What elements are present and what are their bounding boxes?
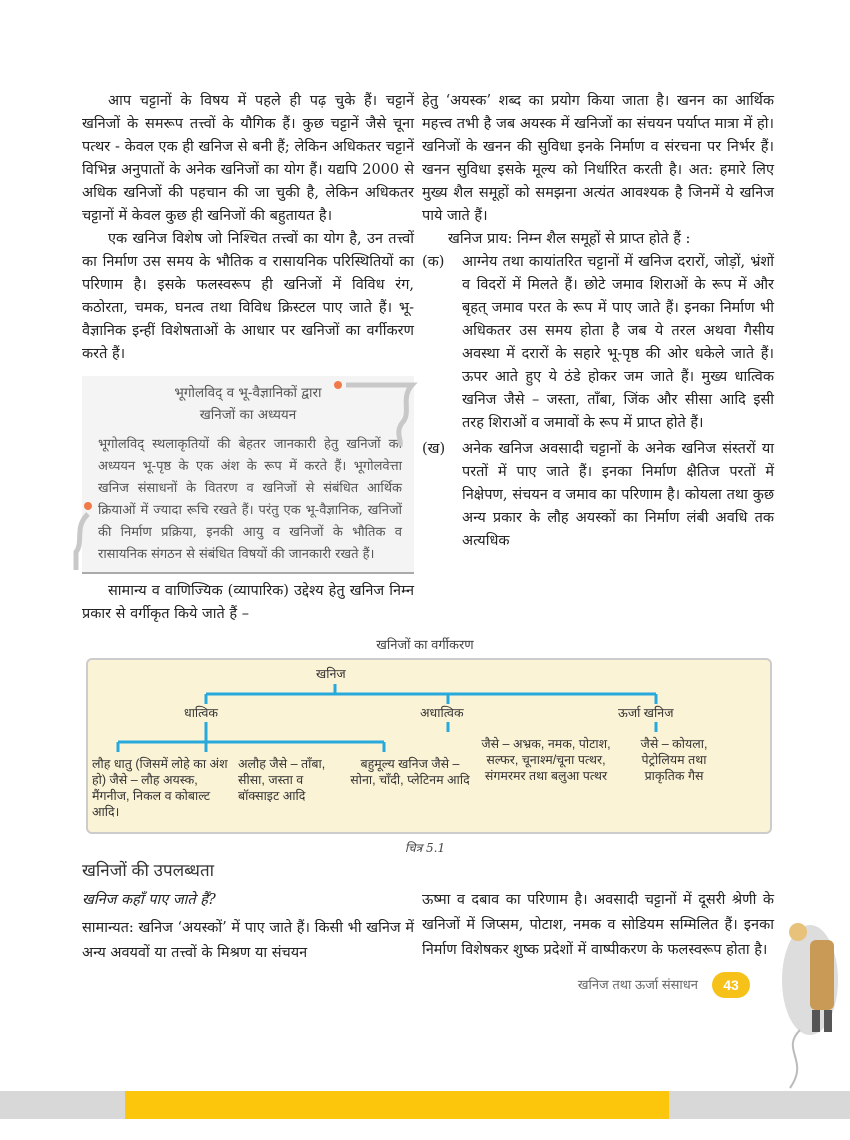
title-line: खनिजों का अध्ययन (199, 407, 297, 423)
decor-scroll-icon (70, 512, 90, 572)
section-subheading: खनिज कहाँ पाए जाते हैं? (82, 892, 216, 908)
item-label: (क) (422, 254, 445, 270)
item-text: अनेक खनिज अवसादी चट्टानों के अनेक खनिज संस्तरों या परतों में पाए जाते हैं। इनका निर्माण क्षैतिज परतों में निक्षेपण, संचयन व जमाव का परिणाम है। कोयला तथा कुछ अन्य प्रकार के लौह अयस्कों का निर्माण लंबी अवधि तक अत्यधिक (462, 441, 774, 549)
bottom-accent-bar (125, 1091, 669, 1119)
chapter-footer: खनिज तथा ऊर्जा संसाधन (577, 977, 698, 992)
paragraph: ऊष्मा व दबाव का परिणाम है। अवसादी चट्टानों में दूसरी श्रेणी के खनिजों में जिप्सम, पोटाश, नमक व सोडियम सम्मिलित हैं। इनका निर्माण विशेषकर शुष्क प्रदेशों में वाष्पीकरण के फलस्वरूप होता है। (422, 892, 774, 958)
paragraph: एक खनिज विशेष जो निश्चित तत्त्वों का योग है, उन तत्त्वों का निर्माण उस समय के भौतिक व रासायनिक परिस्थितियों का परिणाम है। इसके फलस्वरूप ही खनिजों में विविध रंग, कठोरता, चमक, घनत्व तथा विविध क्रिस्टल पाए जाते हैं। भू-वैज्ञानिक इन्हीं विशेषताओं के आधार पर खनिजों का वर्गीकरण करते हैं। (82, 231, 414, 362)
node-ferrous: लौह धातु (जिसमें लोहे का अंश हो) जैसे – लौह अयस्क, मैंगनीज, निकल व कोबाल्ट आदि। (92, 757, 228, 819)
node-minerals: खनिज (316, 667, 346, 681)
classification-diagram (86, 658, 772, 834)
paragraph: हेतु ‘अयस्क’ शब्द का प्रयोग किया जाता है। खनन का आर्थिक महत्त्व तभी है जब अयस्क में खनिजों का संचयन पर्याप्त मात्रा में हो। खनिजों के खनन की सुविधा इनके निर्माण व संरचना पर निर्भर हैं। खनन सुविधा इसके मूल्य को निर्धारित करती है। अत: हमारे लिए मुख्य शैल समूहों को समझना अत्यंत आवश्यक है जिनमें ये खनिज पाये जाते हैं। (422, 93, 774, 224)
node-energy-examples: जैसे – कोयला, पेट्रोलियम तथा प्राकृतिक गैस (640, 737, 708, 783)
paragraph: सामान्यत: खनिज ‘अयस्कों’ में पाए जाते हैं। किसी भी खनिज में अन्य अवयवों या तत्त्वों के मिश्रण या संचयन (82, 920, 414, 961)
info-box-body: भूगोलविद् स्थलाकृतियों की बेहतर जानकारी हेतु खनिजों का अध्ययन भू-पृष्ठ के एक अंश के रूप में करते हैं। भूगोलवेत्ता खनिज संसाधनों के वितरण व खनिजों से संबंधित आर्थिक क्रियाओं में ज्यादा रूचि रखते हैं। परंतु एक भू-वैज्ञानिक, खनिजों की निर्माण प्रक्रिया, इनकी आयु व खनिजों के भौतिक व रासायनिक संगठन से संबंधित विषयों की जानकारी रखते हैं। (98, 437, 402, 562)
figure-caption: चित्र 5.1 (404, 841, 446, 855)
decor-dot-icon (84, 502, 92, 510)
two-column-body (0, 90, 850, 626)
diagram-title: खनिजों का वर्गीकरण (376, 637, 474, 652)
lower-right-column (422, 858, 774, 966)
list-item (422, 438, 774, 553)
item-label: (ख) (422, 441, 446, 457)
node-nonferrous: अलौह जैसे – ताँबा, सीसा, जस्ता व बॉक्साइट आदि (238, 757, 326, 803)
footer-row (0, 972, 850, 998)
page-number: 43 (712, 972, 750, 998)
lower-left-column (82, 858, 414, 966)
node-precious: बहुमूल्य खनिज जैसे – सोना, चाँदी, प्लेटिनम आदि (350, 757, 470, 787)
title-line: भूगोलविद् व भू-वैज्ञानिकों द्वारा (174, 385, 322, 401)
item-text: आग्नेय तथा कायांतरित चट्टानों में खनिज दरारों, जोड़ों, भ्रंशों व विदरों में मिलते हैं। छोटे जमाव शिराओं के रूप में और बृहत् जमाव परत के रूप में पाए जाते हैं। इनका निर्माण भी अधिकतर उस समय होता है जब ये तरल अथवा गैसीय अवस्था में दरारों के सहारे भू-पृष्ठ की ओर धकेले जाते हैं। ऊपर आते हुए ये ठंडे होकर जम जाते हैं। मुख्य धात्विक खनिज जैसे – जस्ता, ताँबा, जिंक और सीसा आदि इसी तरह शिराओं व जमावों के रूप में प्राप्त होते हैं। (462, 254, 774, 431)
lower-section (0, 858, 850, 966)
info-box-wrapper (82, 376, 414, 574)
miner-illustration-icon (760, 910, 850, 1090)
section-heading: खनिजों की उपलब्धता (82, 861, 215, 880)
paragraph: सामान्य व वाणिज्यिक (व्यापारिक) उद्देश्य हेतु खनिज निम्न प्रकार से वर्गीकृत किये जाते हैं – (82, 583, 414, 622)
node-energy: ऊर्जा खनिज (618, 706, 674, 720)
paragraph: खनिज प्राय: निम्न शैल समूहों से प्राप्त होते हैं : (448, 231, 691, 247)
left-column (82, 90, 414, 626)
node-nonmetallic: अधात्विक (420, 706, 464, 720)
list-item (422, 251, 774, 435)
paragraph: आप चट्टानों के विषय में पहले ही पढ़ चुके हैं। चट्टानें खनिजों के समरूप तत्त्वों के यौगिक हैं। कुछ चट्टानें जैसे चूना पत्थर - केवल एक ही खनिज से बनी हैं; लेकिन अधिकतर चट्टानें विभिन्न अनुपातों के अनेक खनिजों का योग हैं। यद्यपि 2000 से अधिक खनिजों की पहचान की जा चुकी है, लेकिन अधिकतर चट्टानों में केवल कुछ ही खनिजों की बहुतायत है। (82, 93, 414, 224)
bottom-band (0, 1091, 850, 1119)
right-column (422, 90, 774, 626)
node-nonmetallic-examples: जैसे – अभ्रक, नमक, पोटाश, सल्फर, चूनाश्म/चूना पत्थर, संगमरमर तथा बलुआ पत्थर (481, 737, 611, 783)
spacer (0, 998, 850, 1018)
decor-scroll-icon (340, 378, 420, 448)
node-metallic: धात्विक (184, 706, 219, 720)
